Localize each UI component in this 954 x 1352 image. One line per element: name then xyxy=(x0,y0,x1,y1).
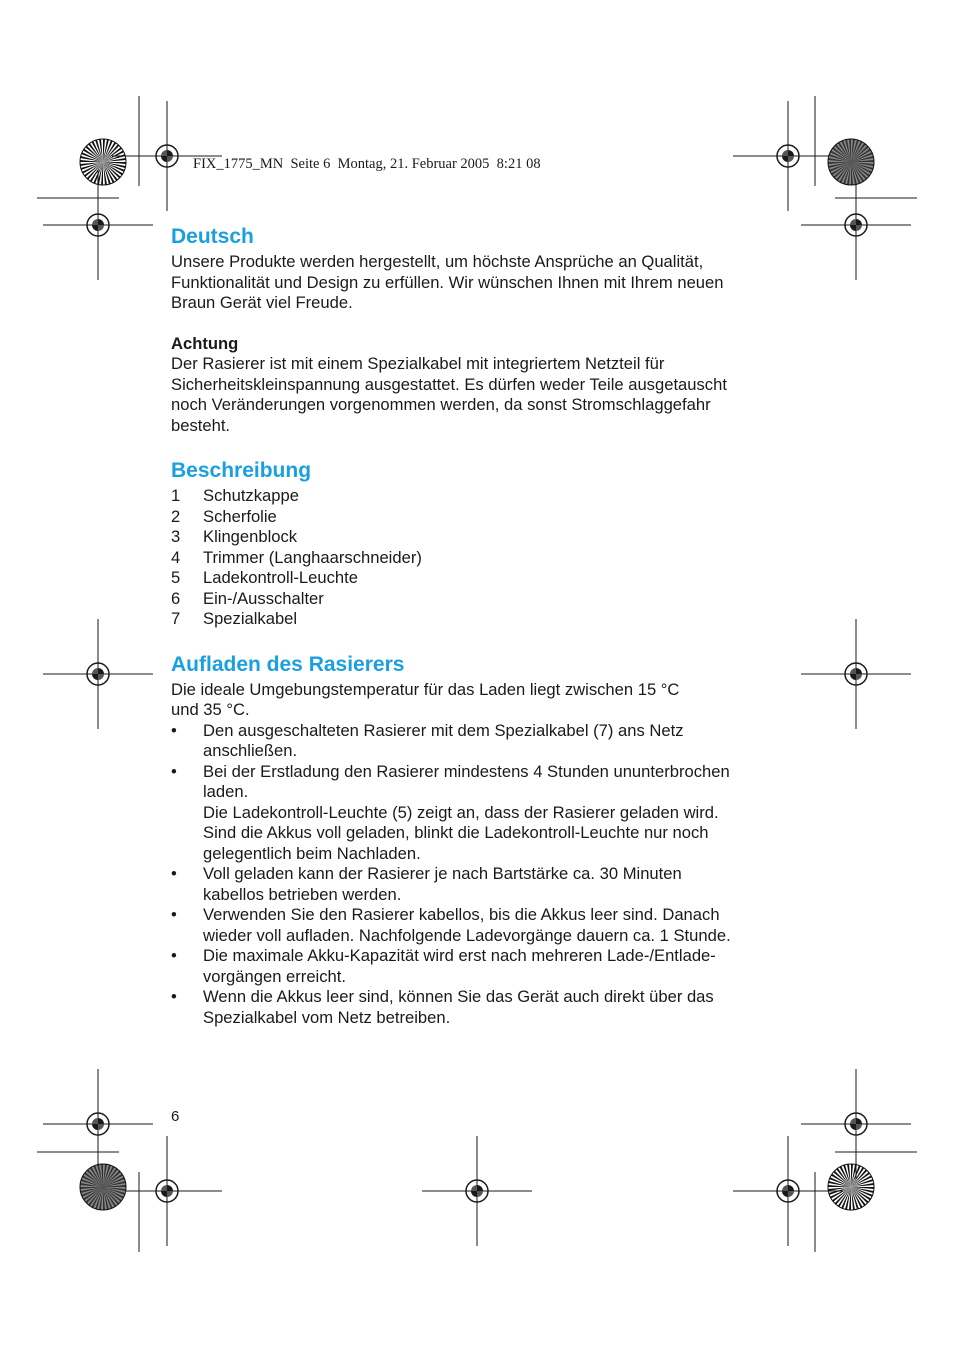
bullet-text-line: Die maximale Akku-Kapazität wird erst nach mehreren Lade-/Entlade- xyxy=(203,946,716,965)
bullet-text-line: Bei der Erstladung den Rasierer mindestens 4 Stunden ununterbrochen xyxy=(203,761,730,781)
bullet-marker: • xyxy=(171,761,177,781)
bullet-marker: • xyxy=(171,987,177,1006)
sunburst-mark-icon xyxy=(80,139,126,185)
sunburst-mark-icon xyxy=(80,1164,126,1210)
registration-mark-icon xyxy=(112,1136,222,1246)
bullet-text-line: Den ausgeschalteten Rasierer mit dem Spezialkabel (7) ans Netz xyxy=(203,720,684,740)
list-item: 6 Ein-/Ausschalter xyxy=(171,588,324,608)
bullet-marker: • xyxy=(171,946,177,965)
bullet-text-line: laden. xyxy=(203,782,249,801)
bullet-text-line: gelegentlich beim Nachladen. xyxy=(203,843,421,863)
registration-mark-icon xyxy=(801,619,911,729)
bullet-text-line: Spezialkabel vom Netz betreiben. xyxy=(203,1007,451,1027)
bullet-text-line: Sind die Akkus voll geladen, blinkt die Ladekontroll-Leuchte nur noch xyxy=(203,823,709,842)
bullet-text-line: Voll geladen kann der Rasierer je nach Bartstärke ca. 30 Minuten xyxy=(203,864,682,883)
list-item: 5 Ladekontroll-Leuchte xyxy=(171,568,358,587)
warning-paragraph: Der Rasierer ist mit einem Spezialkabel mit integriertem Netzteil für Sicherheitskleinspannung ausgestattet. Es dürfen weder Teile ausgetauscht noch Veränderungen vorgenommen werden, da sonst Stromschlaggefahr besteht. xyxy=(171,354,727,435)
warning-title: Achtung xyxy=(171,333,239,353)
bullet-text-line: anschließen. xyxy=(203,741,298,760)
sunburst-mark-icon xyxy=(828,1164,874,1210)
list-item: 1 Schutzkappe xyxy=(171,486,299,505)
intro-paragraph: Unsere Produkte werden hergestellt, um höchste Ansprüche an Qualität, Funktionalität und Design zu erfüllen. Wir wünschen Ihnen mit Ihrem neuen Braun Gerät viel Freude. xyxy=(171,252,724,312)
bullet-marker: • xyxy=(171,905,177,924)
charging-instructions xyxy=(171,721,791,1029)
registration-mark-icon xyxy=(43,1069,153,1179)
heading-beschreibung: Beschreibung xyxy=(171,459,312,482)
list-item: 7 Spezialkabel xyxy=(171,609,298,628)
heading-aufladen: Aufladen des Rasierers xyxy=(171,652,405,676)
bullet-marker: • xyxy=(171,864,177,883)
page-number: 6 xyxy=(171,1108,180,1125)
bullet-item xyxy=(171,905,791,946)
bullet-text-line: Wenn die Akkus leer sind, können Sie das Gerät auch direkt über das xyxy=(203,987,714,1006)
list-item: 3 Klingenblock xyxy=(171,527,298,546)
bullet-item xyxy=(171,946,791,987)
charging-intro: Die ideale Umgebungstemperatur für das Laden liegt zwischen 15 °C und 35 °C. xyxy=(171,679,680,719)
sunburst-mark-icon xyxy=(828,139,874,185)
bullet-text-line: vorgängen erreicht. xyxy=(203,966,346,986)
bullet-text-line: kabellos betrieben werden. xyxy=(203,884,402,904)
registration-mark-icon xyxy=(733,1136,843,1246)
bullet-item xyxy=(171,721,791,762)
registration-mark-icon xyxy=(43,170,153,280)
bullet-marker: • xyxy=(171,720,177,740)
list-item: 2 Scherfolie xyxy=(171,506,277,526)
registration-mark-icon xyxy=(733,101,843,211)
bullet-text-line: Verwenden Sie den Rasierer kabellos, bis die Akkus leer sind. Danach xyxy=(203,905,720,924)
page-content xyxy=(171,222,791,1028)
bullet-item xyxy=(171,987,791,1028)
bullet-text-line: Die Ladekontroll-Leuchte (5) zeigt an, dass der Rasierer geladen wird. xyxy=(203,802,719,822)
parts-list xyxy=(171,486,791,630)
registration-mark-icon xyxy=(43,619,153,729)
print-slug: FIX_1775_MN Seite 6 Montag, 21. Februar 2005 8:21 08 xyxy=(193,156,541,172)
registration-mark-icon xyxy=(801,1069,911,1179)
registration-mark-icon xyxy=(801,170,911,280)
list-item: 4 Trimmer (Langhaarschneider) xyxy=(171,547,422,567)
bullet-item xyxy=(171,762,791,865)
registration-mark-icon xyxy=(422,1136,532,1246)
heading-deutsch: Deutsch xyxy=(171,225,254,248)
bullet-item xyxy=(171,864,791,905)
bullet-text-line: wieder voll aufladen. Nachfolgende Ladevorgänge dauern ca. 1 Stunde. xyxy=(203,925,731,945)
